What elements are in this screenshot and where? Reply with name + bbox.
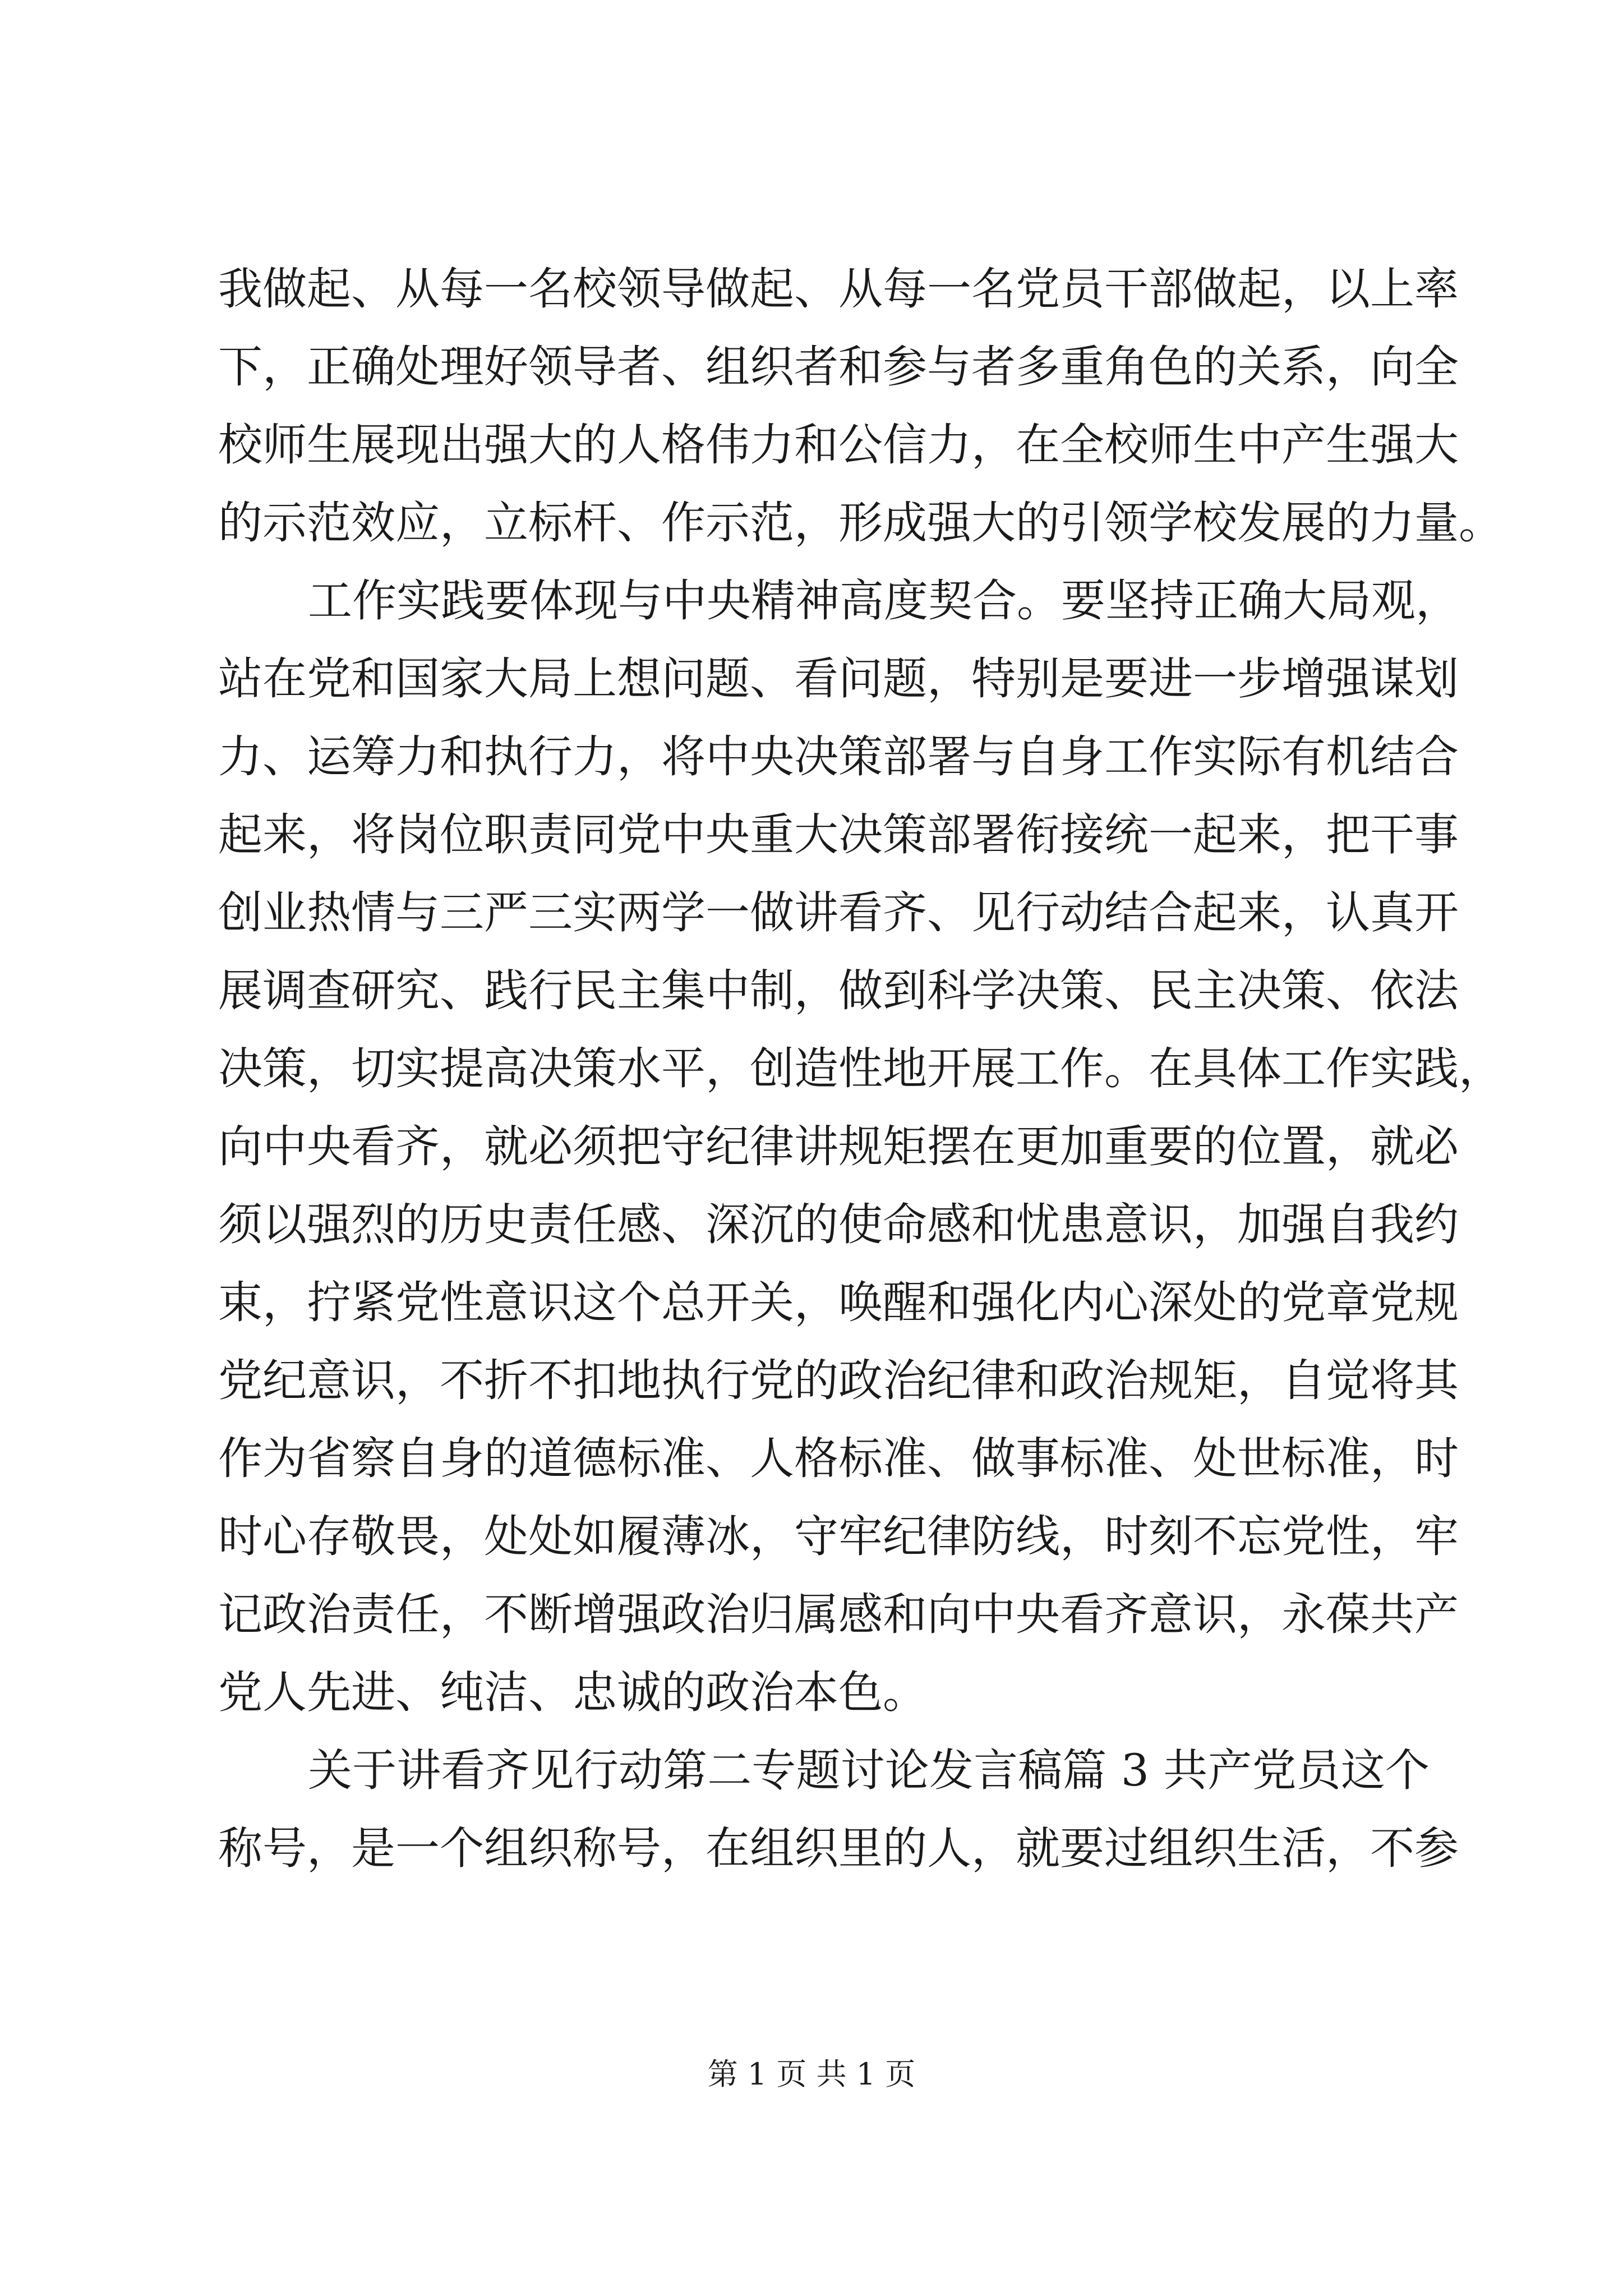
body-line: 力、运筹力和执行力，将中央决策部署与自身工作实际有机结合 bbox=[218, 731, 1459, 783]
body-line: 党纪意识，不折不扣地执行党的政治纪律和政治规矩，自觉将其 bbox=[218, 1355, 1459, 1406]
body-line: 党人先进、纯洁、忠诚的政治本色。 bbox=[218, 1667, 927, 1718]
body-line: 向中央看齐，就必须把守纪律讲规矩摆在更加重要的位置，就必 bbox=[218, 1121, 1459, 1172]
body-line: 展调查研究、践行民主集中制，做到科学决策、民主决策、依法 bbox=[218, 965, 1459, 1016]
body-line: 须以强烈的历史责任感、深沉的使命感和忧患意识，加强自我约 bbox=[218, 1199, 1459, 1250]
body-line: 校师生展现出强大的人格伟力和公信力，在全校师生中产生强大 bbox=[218, 419, 1459, 471]
body-line: 时心存敬畏，处处如履薄冰，守牢纪律防线，时刻不忘党性，牢 bbox=[218, 1511, 1459, 1562]
document-body bbox=[218, 250, 1503, 1888]
body-line: 的示范效应，立标杆、作示范，形成强大的引领学校发展的力量。 bbox=[218, 497, 1503, 549]
body-line: 站在党和国家大局上想问题、看问题，特别是要进一步增强谋划 bbox=[218, 653, 1459, 705]
body-line: 我做起、从每一名校领导做起、从每一名党员干部做起，以上率 bbox=[218, 263, 1459, 315]
body-line: 作为省察自身的道德标准、人格标准、做事标准、处世标准，时 bbox=[218, 1433, 1459, 1484]
body-line: 起来，将岗位职责同党中央重大决策部署衔接统一起来，把干事 bbox=[218, 809, 1459, 861]
body-line: 创业热情与三严三实两学一做讲看齐、见行动结合起来，认真开 bbox=[218, 887, 1459, 938]
body-line: 记政治责任，不断增强政治归属感和向中央看齐意识，永葆共产 bbox=[218, 1589, 1459, 1640]
page-footer bbox=[0, 2050, 1623, 2093]
body-line: 束，拧紧党性意识这个总开关，唤醒和强化内心深处的党章党规 bbox=[218, 1277, 1459, 1328]
body-line: 决策，切实提高决策水平，创造性地开展工作。在具体工作实践， bbox=[218, 1043, 1503, 1094]
page-number-label: 第 1 页 共 1 页 bbox=[707, 2056, 916, 2092]
body-line: 称号，是一个组织称号，在组织里的人，就要过组织生活，不参 bbox=[218, 1823, 1459, 1874]
body-line: 下，正确处理好领导者、组织者和参与者多重角色的关系，向全 bbox=[218, 341, 1459, 393]
body-line: 工作实践要体现与中央精神高度契合。要坚持正确大局观， bbox=[308, 575, 1460, 627]
body-line: 关于讲看齐见行动第二专题讨论发言稿篇 3 共产党员这个 bbox=[308, 1745, 1430, 1796]
